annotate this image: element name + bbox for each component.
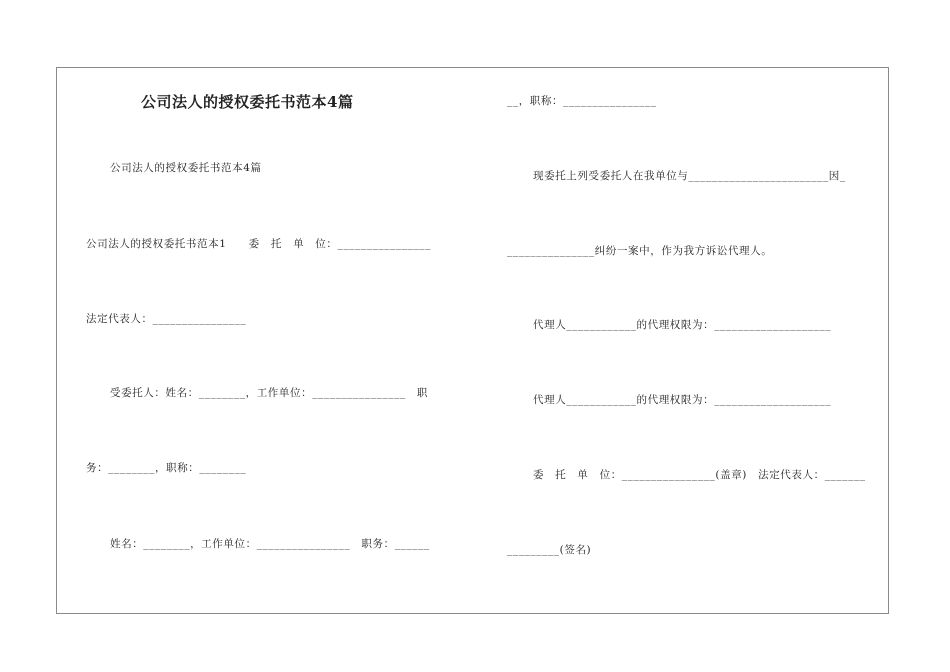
right-line-4: 代理人____________的代理权限为：____________________ <box>533 319 832 331</box>
right-line-1: __，职称：________________ <box>507 95 657 107</box>
left-line-3: 受委托人：姓名：________，工作单位：________________ 职 <box>110 387 428 399</box>
right-line-2: 现委托上列受委托人在我单位与________________________因_ <box>533 170 846 182</box>
right-line-3: _______________纠纷一案中，作为我方诉讼代理人。 <box>507 245 773 257</box>
left-line-4: 务：________，职称：________ <box>86 462 247 474</box>
right-line-7: _________(签名) <box>507 544 592 556</box>
right-line-6: 委 托 单 位：________________(盖章) 法定代表人：_______ <box>533 469 866 481</box>
left-line-5: 姓名：________，工作单位：________________ 职务：______ <box>110 538 430 550</box>
right-line-5: 代理人____________的代理权限为：____________________ <box>533 394 832 406</box>
left-subtitle: 公司法人的授权委托书范本4篇 <box>110 162 262 174</box>
document-title: 公司法人的授权委托书范本4篇 <box>141 93 354 111</box>
left-line-1: 公司法人的授权委托书范本1 委 托 单 位：________________ <box>86 238 432 250</box>
left-line-2: 法定代表人：________________ <box>86 313 247 325</box>
page-frame <box>56 67 889 614</box>
